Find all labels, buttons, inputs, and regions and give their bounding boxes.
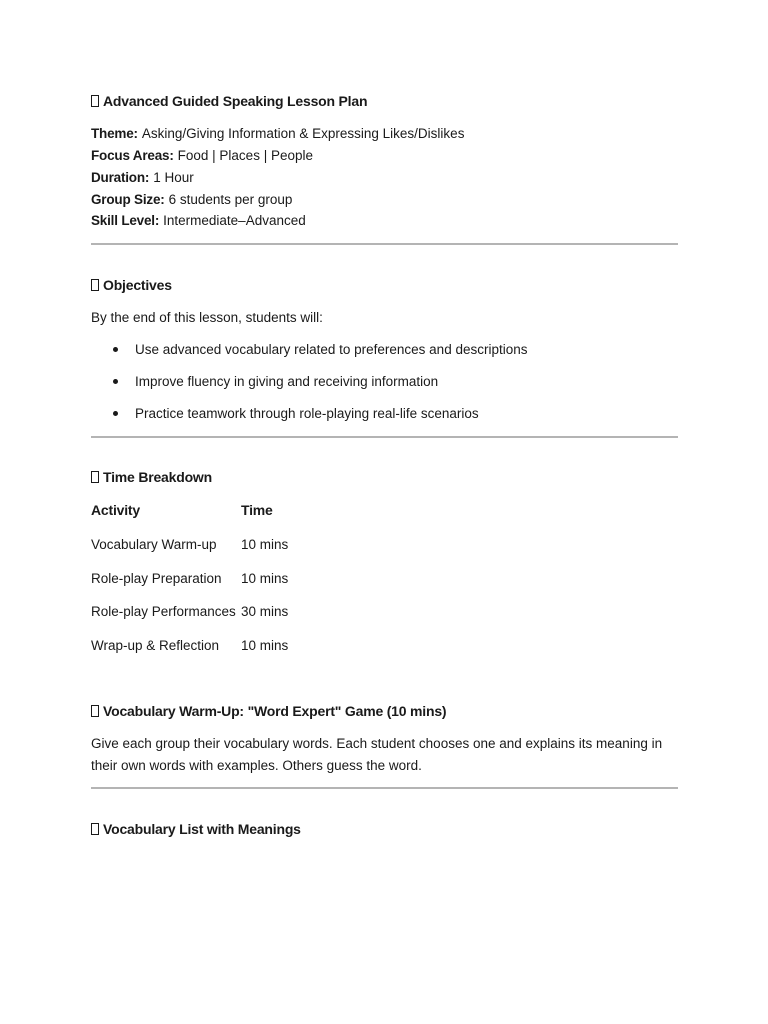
divider	[91, 787, 678, 789]
bullet-icon	[113, 411, 118, 416]
missing-glyph-icon	[91, 471, 99, 483]
objectives-intro: By the end of this lesson, students will:	[91, 310, 323, 325]
table-cell: 10 mins	[241, 638, 289, 653]
meta-theme: Theme: Asking/Giving Information & Expressing Likes/Dislikes	[91, 126, 465, 141]
table-cell: Wrap-up & Reflection	[91, 638, 220, 653]
table-cell: Role-play Performances	[91, 604, 236, 619]
bullet-icon	[113, 347, 118, 352]
vocab-list-heading: Vocabulary List with Meanings	[91, 821, 301, 837]
missing-glyph-icon	[91, 705, 99, 717]
list-item: Practice teamwork through role-playing real-life scenarios	[113, 406, 479, 421]
objectives-heading: Objectives	[91, 277, 172, 293]
table-cell: 10 mins	[241, 537, 289, 552]
table-header-activity: Activity	[91, 502, 140, 518]
meta-focus-areas: Focus Areas: Food | Places | People	[91, 148, 313, 163]
table-cell: Vocabulary Warm-up	[91, 537, 217, 552]
table-header-time: Time	[241, 502, 273, 518]
warmup-heading: Vocabulary Warm-Up: "Word Expert" Game (10 mins)	[91, 703, 446, 719]
missing-glyph-icon	[91, 823, 99, 835]
meta-group-size: Group Size: 6 students per group	[91, 192, 293, 207]
table-cell: Role-play Preparation	[91, 571, 222, 586]
table-cell: 30 mins	[241, 604, 289, 619]
missing-glyph-icon	[91, 279, 99, 291]
list-item: Use advanced vocabulary related to preferences and descriptions	[113, 342, 527, 357]
meta-duration: Duration: 1 Hour	[91, 170, 194, 185]
divider	[91, 243, 678, 245]
missing-glyph-icon	[91, 95, 99, 107]
list-item: Improve fluency in giving and receiving information	[113, 374, 438, 389]
bullet-icon	[113, 379, 118, 384]
meta-skill-level: Skill Level: Intermediate–Advanced	[91, 213, 306, 228]
divider	[91, 436, 678, 438]
warmup-text: Give each group their vocabulary words. Each student chooses one and explains its meaning in their own words with examples. Others guess the word.	[91, 736, 663, 773]
time-breakdown-heading: Time Breakdown	[91, 469, 212, 485]
page-title: Advanced Guided Speaking Lesson Plan	[91, 93, 367, 109]
table-cell: 10 mins	[241, 571, 289, 586]
